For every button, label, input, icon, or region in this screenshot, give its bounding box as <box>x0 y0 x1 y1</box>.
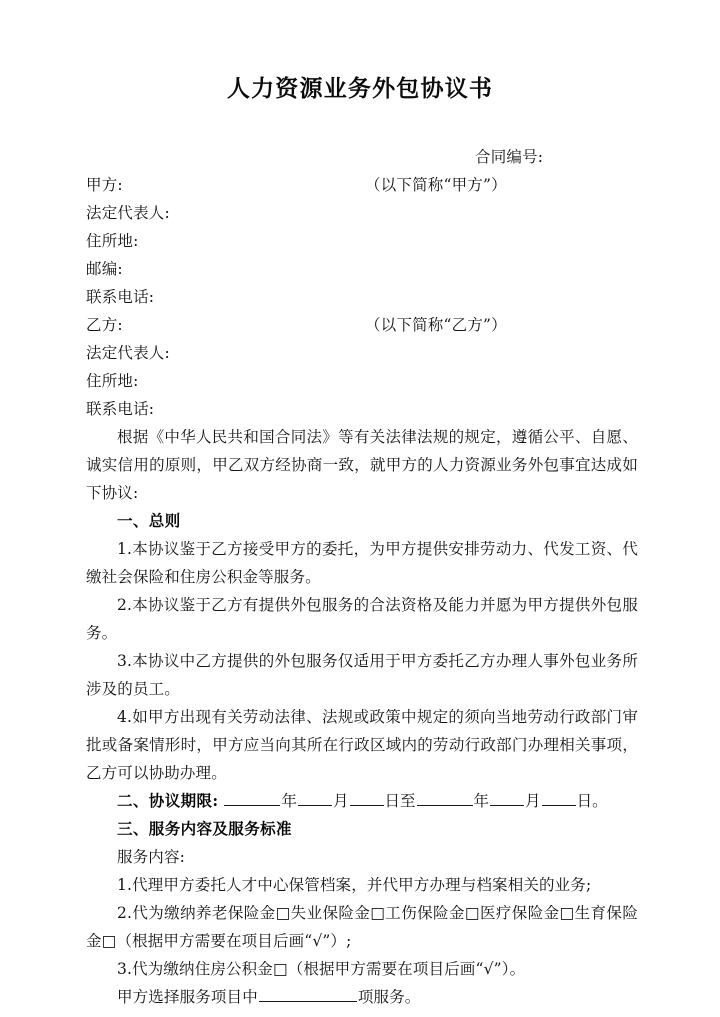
term-period: 。 <box>592 792 608 810</box>
service-item-2: 2.代为缴纳养老保险金□失业保险金□工伤保险金□医疗保险金□生育保险金□（根据甲方需要在项目后画“√”）; <box>86 904 638 950</box>
party-a-address-row <box>86 227 638 255</box>
section-one-item-3: 3.本协议中乙方提供的外包服务仅适用于甲方委托乙方办理人事外包业务所涉及的员工。 <box>86 652 638 698</box>
party-a-alias: （以下简称“甲方”） <box>365 176 507 194</box>
party-a-phone-label: 联系电话: <box>86 288 155 306</box>
section-heading-three: 三、服务内容及服务标准 <box>117 819 292 838</box>
party-b-address-label: 住所地: <box>86 372 139 390</box>
service-selection-suffix: 项服务。 <box>357 988 421 1006</box>
term-start-year-blank[interactable] <box>224 790 280 806</box>
section-one-item-1: 1.本协议鉴于乙方接受甲方的委托，为甲方提供安排劳动力、代发工资、代缴社会保险和住房公积金等服务。 <box>86 540 638 586</box>
term-end-day-blank[interactable] <box>542 790 576 806</box>
party-a-legal-rep-label: 法定代表人: <box>86 204 170 222</box>
term-end-year-blank[interactable] <box>417 790 473 806</box>
party-b-row <box>86 311 638 339</box>
party-b-address-row <box>86 367 638 395</box>
party-b-label: 乙方: <box>86 316 123 334</box>
section-two-term-line <box>86 787 638 815</box>
term-end-month-unit: 月 <box>525 792 541 810</box>
term-end-day-unit: 日 <box>576 792 593 810</box>
term-end-year-unit: 年 <box>473 792 490 810</box>
party-b-phone-row <box>86 395 638 423</box>
term-start-month-blank[interactable] <box>298 790 332 806</box>
party-a-postcode-label: 邮编: <box>86 260 123 278</box>
term-end-month-blank[interactable] <box>490 790 524 806</box>
service-item-3: 3.代为缴纳住房公积金□（根据甲方需要在项目后画“√”）。 <box>117 960 526 978</box>
party-a-address-label: 住所地: <box>86 232 139 250</box>
section-heading-one: 一、总则 <box>117 511 181 530</box>
party-a-phone-row <box>86 283 638 311</box>
section-heading-two: 二、协议期限: <box>117 791 219 810</box>
party-b-alias: （以下简称“乙方”） <box>365 316 507 334</box>
service-selection-line <box>86 983 638 1011</box>
service-selection-count-blank[interactable] <box>259 986 357 1002</box>
term-to-connector: 至 <box>400 792 416 810</box>
party-b-legal-rep-label: 法定代表人: <box>86 344 170 362</box>
section-one-item-2: 2.本协议鉴于乙方有提供外包服务的合法资格及能力并愿为甲方提供外包服务。 <box>86 596 638 642</box>
party-a-postcode-row <box>86 255 638 283</box>
term-start-year-unit: 年 <box>281 792 297 810</box>
preamble-paragraph: 根据《中华人民共和国合同法》等有关法律法规的规定，遵循公平、自愿、诚实信用的原则，甲乙双方经协商一致，就甲方的人力资源业务外包事宜达成如下协议: <box>86 428 638 502</box>
service-selection-prefix: 甲方选择服务项目中 <box>117 988 258 1006</box>
term-start-day-blank[interactable] <box>350 790 384 806</box>
party-a-legal-rep-row <box>86 199 638 227</box>
party-b-phone-label: 联系电话: <box>86 400 155 418</box>
document-body <box>86 143 638 1011</box>
party-b-legal-rep-row <box>86 339 638 367</box>
party-a-row <box>86 171 638 199</box>
term-start-day-unit: 日 <box>384 792 401 810</box>
service-item-1: 1.代理甲方委托人才中心保管档案，并代甲方办理与档案相关的业务; <box>117 876 592 894</box>
service-content-label: 服务内容: <box>117 848 185 866</box>
contract-number-label: 合同编号: <box>475 148 544 166</box>
page-title: 人力资源业务外包协议书 <box>226 75 494 102</box>
term-start-month-unit: 月 <box>332 792 349 810</box>
section-one-item-4: 4.如甲方出现有关劳动法律、法规或政策中规定的须向当地劳动行政部门审批或备案情形时，甲方应当向其所在行政区域内的劳动行政部门办理相关事项，乙方可以协助办理。 <box>86 708 638 782</box>
party-a-label: 甲方: <box>86 176 123 194</box>
